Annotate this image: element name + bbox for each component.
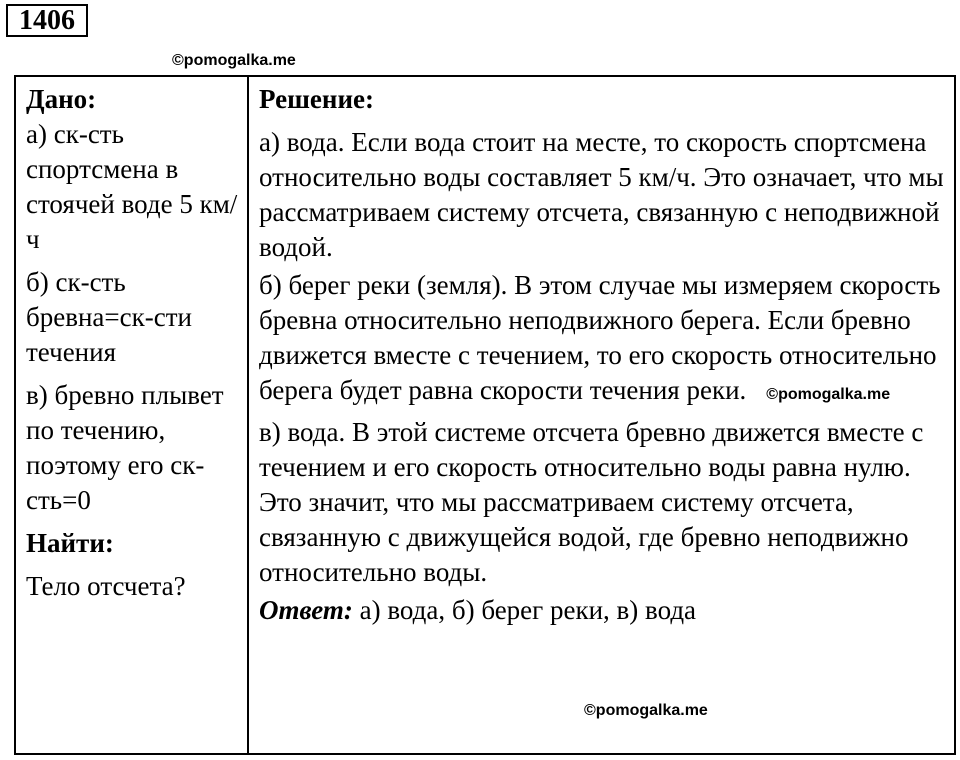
answer-label: Ответ: xyxy=(259,595,353,625)
given-column xyxy=(26,82,240,604)
watermark-middle: ©pomogalka.me xyxy=(766,386,891,403)
solution-part-b: б) берег реки (земля). В этом случае мы измеряем скорость бревна относительно неподвижного берега. Если бревно движется вместе с течением, то его скорость относительно берега будет равна скорости течения реки. xyxy=(259,270,941,405)
watermark-top: ©pomogalka.me xyxy=(172,52,296,69)
given-item-c: в) бревно плывет по течению, поэтому его ск-сть=0 xyxy=(26,380,224,515)
answer-text: а) вода, б) берег реки, в) вода xyxy=(352,595,697,625)
given-item-a: а) ск-сть спортсмена в стоячей воде 5 км/ч xyxy=(26,119,238,254)
solution-heading: Решение: xyxy=(259,84,374,114)
column-divider xyxy=(247,77,249,753)
solution-part-b-container xyxy=(259,268,949,412)
solution-part-c: в) вода. В этой системе отсчета бревно движется вместе с течением и его скорость относительно воды равна нулю. Это значит, что мы рассматриваем систему отсчета, связанную с движущейся водой, где бревно неподвижно относительно воды. xyxy=(259,417,924,587)
find-text: Тело отсчета? xyxy=(26,571,186,601)
find-heading: Найти: xyxy=(26,528,114,558)
given-item-b: б) ск-сть бревна=ск-сти течения xyxy=(26,267,192,367)
solution-column xyxy=(259,82,949,628)
watermark-bottom: ©pomogalka.me xyxy=(584,702,708,719)
answer-line xyxy=(259,593,949,628)
problem-number: 1406 xyxy=(6,4,88,37)
given-heading: Дано: xyxy=(26,84,97,114)
solution-table xyxy=(14,75,956,755)
solution-part-a: а) вода. Если вода стоит на месте, то скорость спортсмена относительно воды составляет 5 км/ч. Это означает, что мы рассматриваем систему отсчета, связанную с неподвижной водой. xyxy=(259,127,944,262)
